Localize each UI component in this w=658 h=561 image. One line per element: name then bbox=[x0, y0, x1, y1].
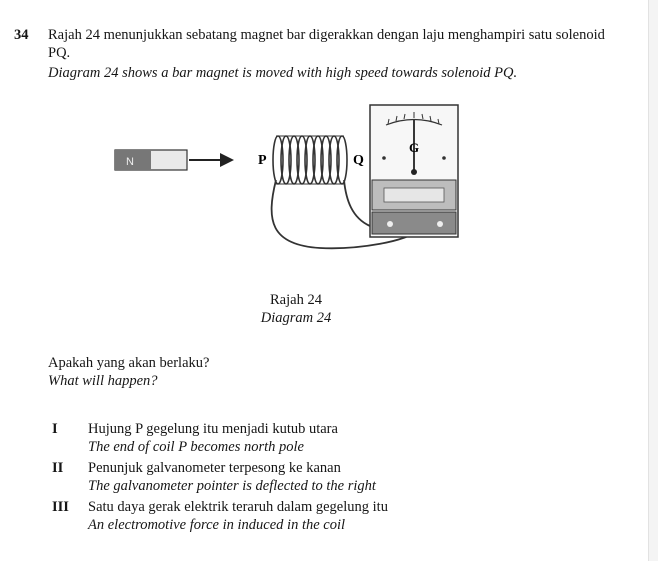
statement-malay: Hujung P gegelung itu menjadi kutub utara bbox=[88, 421, 338, 437]
question-stem bbox=[48, 26, 618, 82]
galvanometer-label: G bbox=[409, 140, 420, 155]
statement-english: An electromotive force in induced in the coil bbox=[88, 517, 346, 533]
bar-magnet bbox=[115, 150, 187, 170]
question-number: 34 bbox=[14, 27, 29, 43]
galvanometer bbox=[370, 105, 458, 237]
motion-arrow bbox=[189, 153, 234, 167]
prompt-malay: Apakah yang akan berlaku? bbox=[48, 355, 210, 371]
statement-2 bbox=[52, 459, 612, 495]
statement-number: I bbox=[52, 421, 58, 437]
caption-malay: Rajah 24 bbox=[270, 292, 322, 308]
question-prompt bbox=[48, 354, 209, 390]
statement-1 bbox=[52, 420, 612, 456]
page-edge bbox=[648, 0, 658, 561]
label-q: Q bbox=[353, 153, 364, 168]
statement-malay: Penunjuk galvanometer terpesong ke kanan bbox=[88, 460, 341, 476]
statement-english: The end of coil P becomes north pole bbox=[88, 439, 304, 455]
solenoid bbox=[273, 136, 347, 184]
caption-english: Diagram 24 bbox=[260, 310, 332, 326]
statement-3 bbox=[52, 498, 612, 534]
prompt-english: What will happen? bbox=[48, 373, 158, 389]
stem-malay: Rajah 24 menunjukkan sebatang magnet bar digerakkan dengan laju menghampiri satu solenoid PQ. bbox=[48, 27, 605, 61]
statement-number: III bbox=[52, 499, 69, 515]
statement-list bbox=[52, 420, 612, 537]
statement-malay: Satu daya gerak elektrik teraruh dalam gegelung itu bbox=[88, 499, 388, 515]
magnet-pole-label: N bbox=[126, 156, 134, 168]
statement-number: II bbox=[52, 460, 64, 476]
diagram-24 bbox=[100, 100, 460, 285]
label-p: P bbox=[258, 153, 267, 168]
stem-english: Diagram 24 shows a bar magnet is moved with high speed towards solenoid PQ. bbox=[48, 65, 518, 81]
diagram-caption bbox=[236, 291, 356, 327]
statement-english: The galvanometer pointer is deflected to the right bbox=[88, 478, 376, 494]
